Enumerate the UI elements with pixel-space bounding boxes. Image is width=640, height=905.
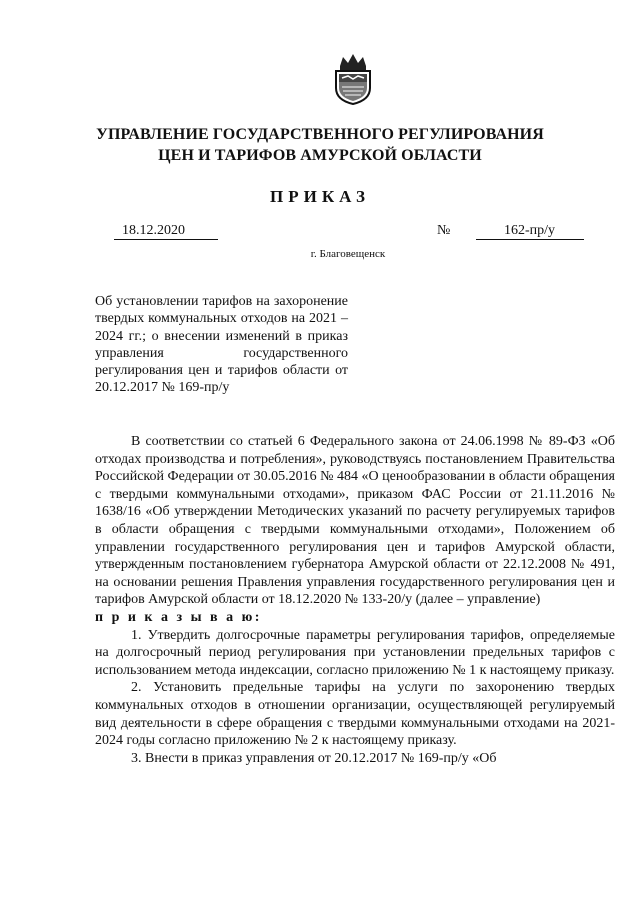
amur-region-coat-of-arms-icon xyxy=(330,52,376,106)
order-number-label: № xyxy=(437,223,451,238)
order-number: 162-пр/у xyxy=(476,222,584,240)
document-type-title: ПРИКАЗ xyxy=(270,187,370,206)
city-name: г. Благовещенск xyxy=(310,248,386,260)
order-item-1: 1. Утвердить долгосрочные параметры регулирования тарифов, определяемые на долгосрочный период регулирования при установлении предельных тарифов с использованием метода индексации, согласно приложению № 1 к настоящему приказу. xyxy=(95,627,615,678)
org-name-line1: УПРАВЛЕНИЕ ГОСУДАРСТВЕННОГО РЕГУЛИРОВАНИЯ xyxy=(96,126,544,143)
order-subject: Об установлении тарифов на захоронение твердых коммунальных отходов на 2021 – 2024 гг.; о внесении изменений в приказ управления государственного регулирования цен и тарифов области от 20.12.2017 № 169-пр/у xyxy=(95,294,348,396)
order-item-2: 2. Установить предельные тарифы на услуги по захоронению твердых коммунальных отходов в отношении организации, осуществляющей регулируемый вид деятельности в сфере обращения с твердыми коммунальными отходами на 2021-2024 годы согласно приложению № 2 к настоящему приказу. xyxy=(95,680,615,749)
order-date: 18.12.2020 xyxy=(114,222,218,240)
order-word: п р и к а з ы в а ю: xyxy=(95,609,262,625)
org-name-line2: ЦЕН И ТАРИФОВ АМУРСКОЙ ОБЛАСТИ xyxy=(158,147,482,164)
preamble-paragraph: В соответствии со статьей 6 Федерального закона от 24.06.1998 № 89-ФЗ «Об отходах производства и потребления», руководствуясь постановлением Правительства Российской Федерации от 30.05.2016 № 484 «О ценообразовании в области обращения с твердыми коммунальными отходами», приказом ФАС России от 21.11.2016 № 1638/16 «Об утверждении Методических указаний по расчету регулируемых тарифов в области обращения с твердыми коммунальными отходами», Положением об управлении государственного регулирования цен и тарифов Амурской области, утвержденным постановлением губернатора Амурской области от 22.12.2008 № 491, на основании решения Правления управления государственного регулирования цен и тарифов Амурской области от 18.12.2020 № 133-20/у (далее – управление) xyxy=(95,434,615,608)
order-body xyxy=(95,433,615,767)
order-item-3: 3. Внести в приказ управления от 20.12.2017 № 169-пр/у «Об xyxy=(131,750,497,766)
